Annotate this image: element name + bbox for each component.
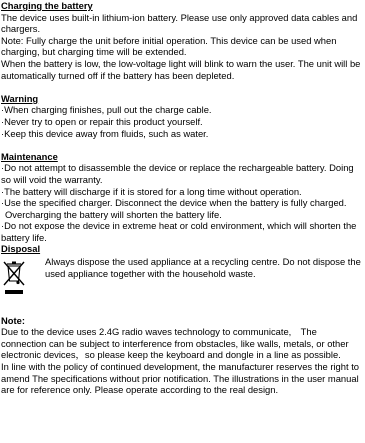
charging-heading: Charging the battery <box>1 0 93 11</box>
spacer <box>1 303 364 315</box>
maintenance-heading: Maintenance <box>1 150 58 162</box>
maintenance-item: Overcharging the battery will shorten the battery life. <box>5 208 222 220</box>
warning-section <box>1 93 364 139</box>
warning-heading: Warning <box>1 92 39 104</box>
note-section <box>1 315 364 396</box>
warning-item: ·Never try to open or repair this product yourself. <box>1 115 203 127</box>
maintenance-item: ·Do not attempt to disassemble the device or replace the rechargeable battery. Doing so will void the warranty. <box>1 162 354 185</box>
warning-item: ·When charging finishes, pull out the charge cable. <box>1 104 212 116</box>
disposal-heading: Disposal <box>1 243 41 255</box>
maintenance-section <box>1 151 364 244</box>
note-heading: Note: <box>1 314 25 326</box>
disposal-section <box>1 243 364 303</box>
crossed-out-wheelie-bin-icon <box>1 255 45 303</box>
disposal-text: Always dispose the used appliance at a recycling centre. Do not dispose the used appliance together with the household waste. <box>45 256 361 279</box>
charging-section <box>1 0 364 81</box>
maintenance-item: ·Use the specified charger. Disconnect the device when the battery is fully charged. <box>1 197 347 209</box>
maintenance-item: ·Do not expose the device in extreme heat or cold environment, which will shorten the battery life. <box>1 220 357 243</box>
warning-item: ·Keep this device away from fluids, such as water. <box>1 127 209 139</box>
charging-text-2: Note: Fully charge the unit before initial operation. This device can be used when charging, but charging time will be extended. <box>1 34 337 58</box>
maintenance-item: ·The battery will discharge if it is stored for a long time without operation. <box>1 185 302 197</box>
spacer <box>1 139 364 151</box>
spacer <box>1 81 364 93</box>
charging-text-3: When the battery is low, the low-voltage light will blink to warn the user. The unit will be automatically turned off if the battery has been depleted. <box>1 57 361 81</box>
note-text-1: Due to the device uses 2.4G radio waves technology to communicate, The connection can be subject to interference from obstacles, like walls, metals, or other electronic devices，so please keep the keyboard and dongle in a line as possible. <box>1 326 349 361</box>
charging-text-1: The device uses built-in lithium-ion battery. Please use only approved data cables and chargers. <box>1 11 358 35</box>
disposal-row <box>1 255 364 303</box>
note-text-2: In line with the policy of continued development, the manufacturer reserves the right to amend The specifications without prior notification. The illustrations in the user manual are for reference only. Please operate according to the real design. <box>1 361 360 396</box>
